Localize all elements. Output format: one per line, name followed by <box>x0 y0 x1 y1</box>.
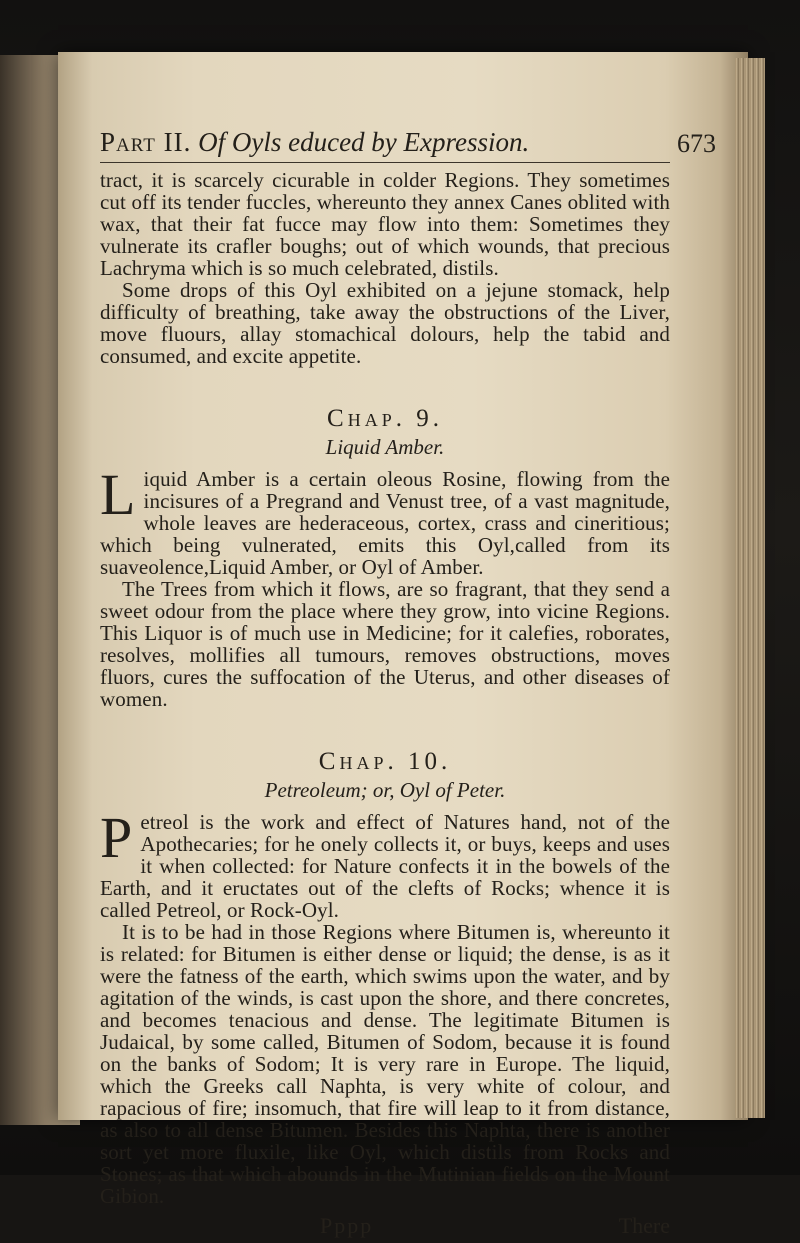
page-stack-edge <box>735 58 765 1118</box>
page-footer <box>100 1213 670 1243</box>
chapter-9-paragraph-2: The Trees from which it flows, are so fragrant, that they send a sweet odour from the place where they grow, into vicine Regions. This Liquor is of much use in Medicine; for it calefies, roborates, resolves, mollifies all tumours, removes obstructions, moves fluors, cures the suffocation of the Uterus, and other diseases of women. <box>100 577 670 711</box>
page-content <box>100 122 716 1243</box>
chapter-9-heading: Chap. 9. <box>327 405 443 432</box>
drop-cap: L <box>100 462 136 527</box>
running-head <box>100 122 716 162</box>
running-title: Of Oyls educed by Expression. <box>198 127 530 157</box>
chapter-10-paragraph-2: It is to be had in those Regions where Bitumen is, whereunto it is related: for Bitumen is either dense or liquid; the dense, is as it were the fatness of the earth, which swims upon the water, and by agitation of the winds, is cast upon the shore, and there concretes, and becomes tenacious and dense. The legitimate Bitumen is Judaical, by some called, Bitumen of Sodom, because it is found on the banks of Sodom; It is very rare in Europe. The liquid, which the Greeks call Naphta, is very white of colour, and rapacious of fire; insomuch, that fire will leap to it from distance, as also to all dense Bitumen. Besides this Naphta, there is another sort yet more fluxile, like Oyl, which distils from Rocks and Stones; as that which abounds in the Mutinian fields on the Mount Gibion. <box>100 920 670 1208</box>
paragraph-top-2: Some drops of this Oyl exhibited on a jejune stomack, help difficulty of breathing, take away the obstructions of the Liver, move fluours, allay stomachical dolours, help the tabid and consumed, and excite appetite. <box>100 278 670 368</box>
signature-mark: Pppp <box>320 1213 374 1238</box>
drop-cap: P <box>100 805 133 870</box>
chapter-10-heading: Chap. 10. <box>318 748 452 775</box>
part-label: Part II. <box>100 127 192 157</box>
chapter-10-title: Petreoleum; or, Oyl of Peter. <box>264 778 506 802</box>
page-number: 673 <box>677 129 716 158</box>
chapter-9-paragraph-1-text: iquid Amber is a certain oleous Rosine, flowing from the incisures of a Pregrand and Venust tree, of a vast magnitude, whole leaves are hederaceous, cortex, crass and cineritious; which being vulnerated, emits this Oyl,called from its suaveolence,Liquid Amber, or Oyl of Amber. <box>100 467 670 579</box>
chapter-10-paragraph-1-text: etreol is the work and effect of Natures hand, not of the Apothecaries; for he onely collects it, or buys, keeps and uses it when collected: for Nature confects it in the bowels of the Earth, and it eructates out of the clefts of Rocks; whence it is called Petreol, or Rock-Oyl. <box>100 810 670 922</box>
chapter-10-paragraph-1 <box>100 805 670 922</box>
paragraph-top-1: tract, it is scarcely cicurable in colder Regions. They sometimes cut off its tender fuccles, whereunto they annex Canes oblited with wax, that their fat fucce may flow into them: Sometimes they vulnerate its crafler boughs; out of which wounds, that precious Lachryma which is so much celebrated, distils. <box>100 168 670 280</box>
chapter-9-title: Liquid Amber. <box>325 435 445 459</box>
chapter-9-paragraph-1 <box>100 462 670 579</box>
header-rule <box>100 162 670 163</box>
catchword: There <box>618 1213 670 1238</box>
